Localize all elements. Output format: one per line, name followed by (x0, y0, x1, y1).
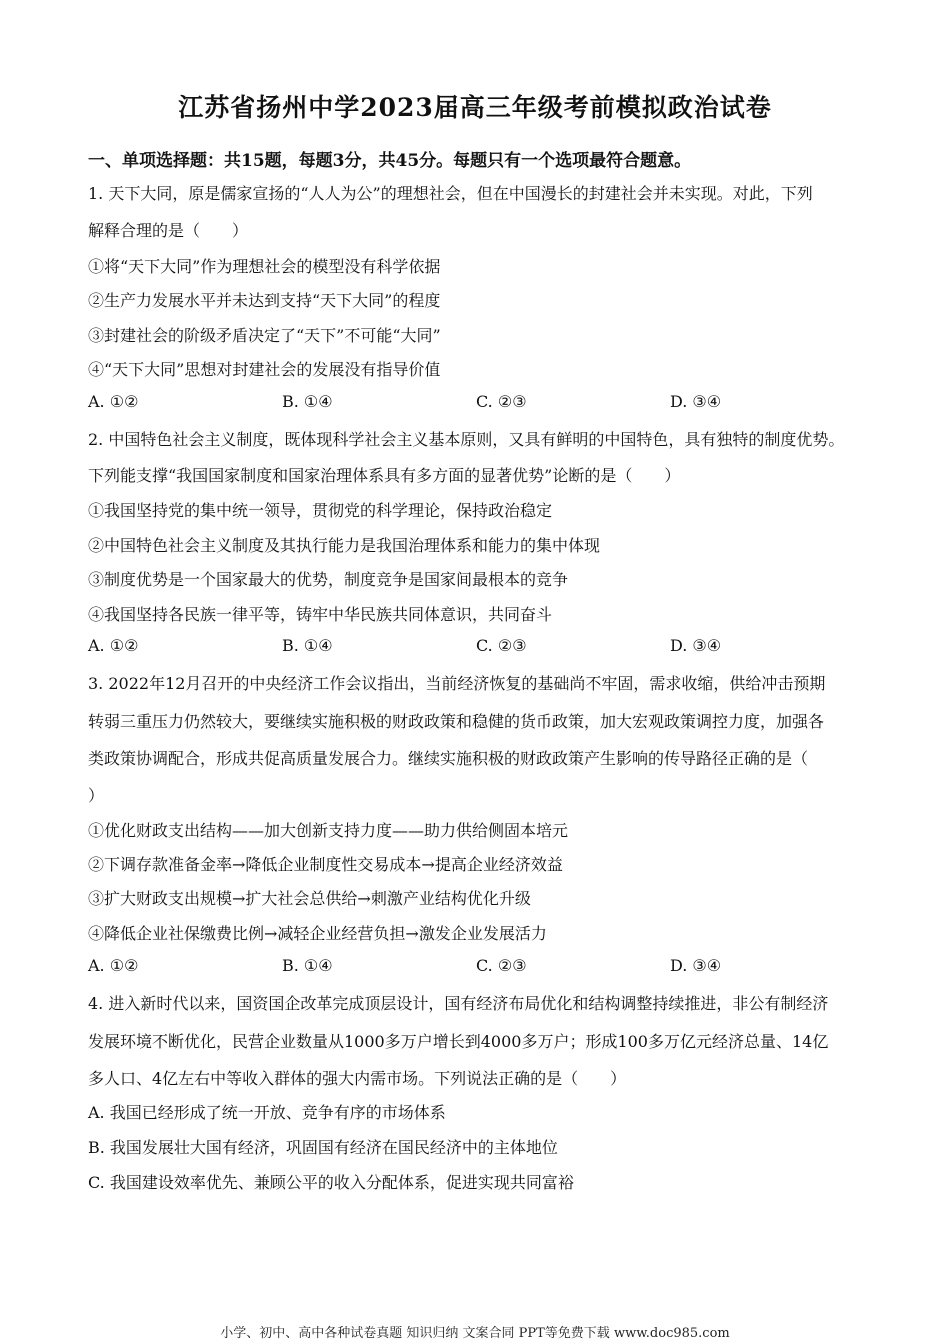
q3-statement-4: ④降低企业社保缴费比例→减轻企业经营负担→激发企业发展活力 (88, 924, 547, 943)
q4-option-b[interactable]: B. 我国发展壮大国有经济，巩固国有经济在国民经济中的主体地位 (88, 1138, 558, 1157)
q1-option-a[interactable]: A. ①② (88, 392, 139, 411)
q2-stem-line-1: 2. 中国特色社会主义制度，既体现科学社会主义基本原则，又具有鲜明的中国特色，具有独特的制度优势。 (88, 430, 845, 449)
q1-option-c[interactable]: C. ②③ (476, 392, 527, 411)
page-footer: 小学、初中、高中各种试卷真题 知识归纳 文案合同 PPT等免费下载 www.doc985.com (220, 1326, 730, 1341)
q3-statement-2: ②下调存款准备金率→降低企业制度性交易成本→提高企业经济效益 (88, 855, 563, 874)
q4-option-c[interactable]: C. 我国建设效率优先、兼顾公平的收入分配体系，促进实现共同富裕 (88, 1173, 574, 1192)
q2-statement-1: ①我国坚持党的集中统一领导，贯彻党的科学理论，保持政治稳定 (88, 501, 553, 520)
q3-options (88, 956, 888, 980)
q3-option-b[interactable]: B. ①④ (282, 956, 333, 975)
q1-statement-3: ③封建社会的阶级矛盾决定了“天下”不可能“大同” (88, 326, 441, 345)
q2-options (88, 636, 888, 660)
q1-statement-2: ②生产力发展水平并未达到支持“天下大同”的程度 (88, 291, 441, 310)
q1-statement-1: ①将“天下大同”作为理想社会的模型没有科学依据 (88, 257, 441, 276)
section-heading: 一、单项选择题：共15题，每题3分，共45分。每题只有一个选项最符合题意。 (88, 151, 692, 171)
q4-stem-line-2: 发展环境不断优化，民营企业数量从1000多万户增长到4000多万户；形成100多万亿元经济总量、14亿 (88, 1032, 829, 1051)
q1-option-b[interactable]: B. ①④ (282, 392, 333, 411)
q3-statement-3: ③扩大财政支出规模→扩大社会总供给→刺激产业结构优化升级 (88, 889, 531, 908)
q2-option-d[interactable]: D. ③④ (670, 636, 722, 655)
q2-option-a[interactable]: A. ①② (88, 636, 139, 655)
q4-stem-line-3: 多人口、4亿左右中等收入群体的强大内需市场。下列说法正确的是（ ） (88, 1069, 627, 1088)
q2-statement-3: ③制度优势是一个国家最大的优势，制度竞争是国家间最根本的竞争 (88, 570, 569, 589)
q3-option-d[interactable]: D. ③④ (670, 956, 722, 975)
q1-stem-line-2: 解释合理的是（ ） (88, 221, 249, 240)
page-title: 江苏省扬州中学2023届高三年级考前模拟政治试卷 (178, 93, 772, 122)
q1-option-d[interactable]: D. ③④ (670, 392, 722, 411)
q3-option-a[interactable]: A. ①② (88, 956, 139, 975)
q2-statement-4: ④我国坚持各民族一律平等，铸牢中华民族共同体意识，共同奋斗 (88, 605, 553, 624)
q2-option-b[interactable]: B. ①④ (282, 636, 333, 655)
q3-stem-line-2: 转弱三重压力仍然较大，要继续实施积极的财政政策和稳健的货币政策，加大宏观政策调控力度，加强各 (88, 712, 825, 731)
q3-statement-1: ①优化财政支出结构——加大创新支持力度——助力供给侧固本培元 (88, 821, 569, 840)
q3-option-c[interactable]: C. ②③ (476, 956, 527, 975)
q2-statement-2: ②中国特色社会主义制度及其执行能力是我国治理体系和能力的集中体现 (88, 536, 601, 555)
q3-stem-line-3: 类政策协调配合，形成共促高质量发展合力。继续实施积极的财政政策产生影响的传导路径正确的是（ (88, 749, 809, 768)
q1-options (88, 392, 888, 416)
q2-option-c[interactable]: C. ②③ (476, 636, 527, 655)
q2-stem-line-2: 下列能支撑“我国国家制度和国家治理体系具有多方面的显著优势”论断的是（ ） (88, 466, 681, 485)
q4-option-a[interactable]: A. 我国已经形成了统一开放、竞争有序的市场体系 (88, 1103, 446, 1122)
q1-statement-4: ④“天下大同”思想对封建社会的发展没有指导价值 (88, 360, 441, 379)
q3-stem-line-1: 3. 2022年12月召开的中央经济工作会议指出，当前经济恢复的基础尚不牢固，需求收缩，供给冲击预期 (88, 674, 826, 693)
q1-stem-line-1: 1. 天下大同，原是儒家宣扬的“人人为公”的理想社会，但在中国漫长的封建社会并未实现。对此，下列 (88, 184, 813, 203)
q4-stem-line-1: 4. 进入新时代以来，国资国企改革完成顶层设计，国有经济布局优化和结构调整持续推进，非公有制经济 (88, 994, 829, 1013)
q3-stem-line-4: ） (88, 786, 105, 805)
